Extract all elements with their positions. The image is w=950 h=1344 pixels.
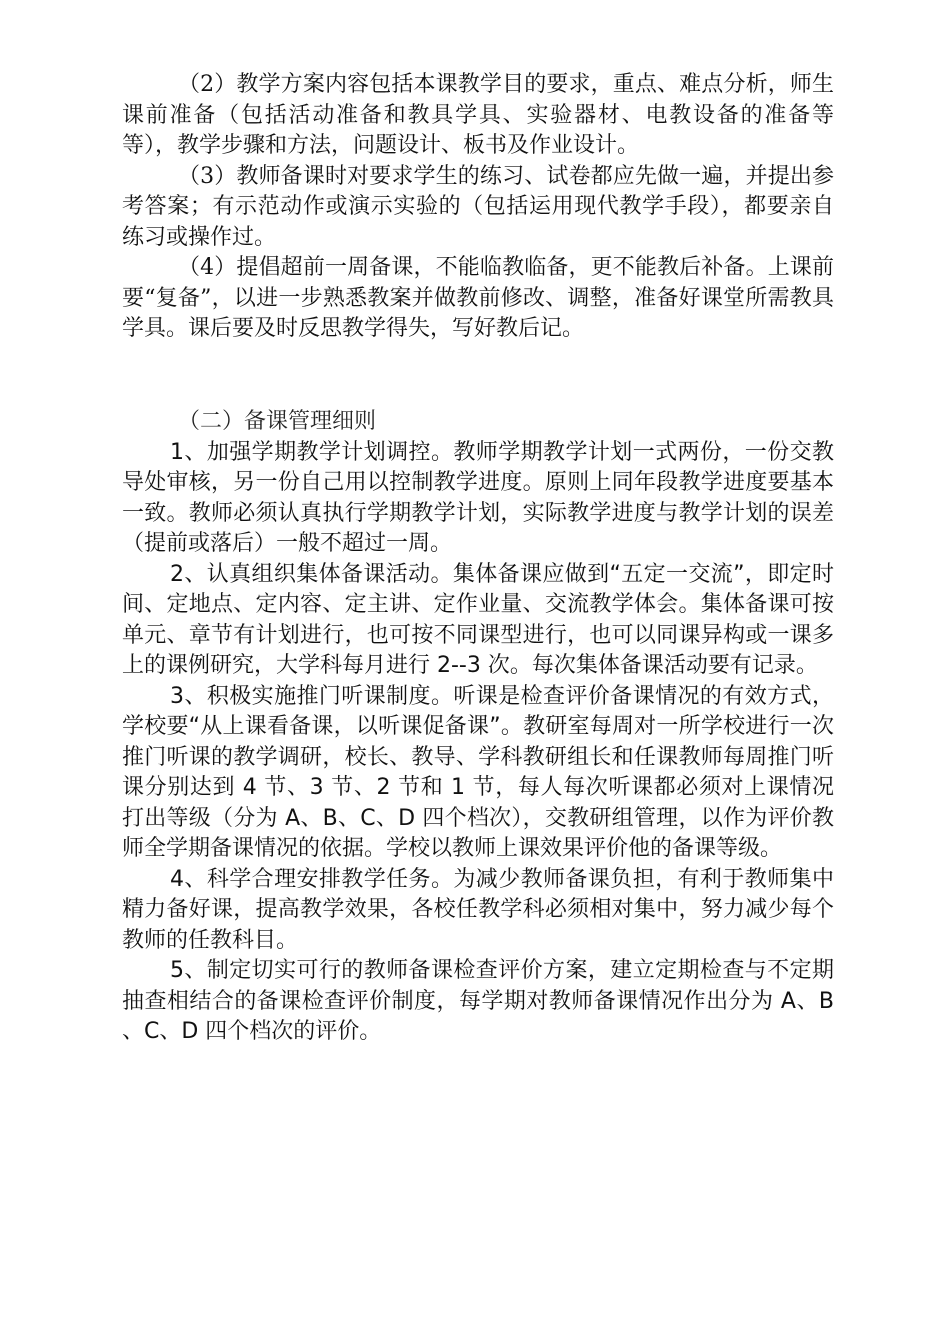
paragraph-item-3: （3）教师备课时对要求学生的练习、试卷都应先做一遍，并提出参考答案；有示范动作或演示实验的（包括运用现代教学手段），都要亲自练习或操作过。 bbox=[122, 163, 834, 250]
lesson-preparation-rules bbox=[122, 407, 834, 1048]
rule-paragraph-3: 3、积极实施推门听课制度。听课是检查评价备课情况的有效方式，学校要“从上课看备课，以听课促备课”。教研室每周对一所学校进行一次推门听课的教学调研，校长、教导、学科教研组长和任课教师每周推门听课分别达到 4 节、3 节、2 节和 1 节，每人每次听课都必须对上课情况打出等级（分为 A、B、C、D 四个档次），交教研组管理，以作为评价教师全学期备课情况的依据。学校以教师上课效果评价他的备课等级。 bbox=[122, 683, 834, 861]
section-heading: （二）备课管理细则 bbox=[178, 409, 377, 434]
paragraph-item-2: （2）教学方案内容包括本课教学目的要求，重点、难点分析，师生课前准备（包括活动准备和教具学具、实验器材、电教设备的准备等等），教学步骤和方法，问题设计、板书及作业设计。 bbox=[122, 72, 834, 158]
paragraph-item-4: （4）提倡超前一周备课，不能临教临备，更不能教后补备。上课前要“复备”，以进一步熟悉教案并做教前修改、调整，准备好课堂所需教具学具。课后要及时反思教学得失，写好教后记。 bbox=[122, 255, 834, 341]
rule-paragraph-5: 5、制定切实可行的教师备课检查评价方案，建立定期检查与不定期抽查相结合的备课检查评价制度，每学期对教师备课情况作出分为 A、B 、C、D 四个档次的评价。 bbox=[122, 958, 834, 1044]
rule-paragraph-1: 1、加强学期教学计划调控。教师学期教学计划一式两份，一份交教导处审核，另一份自己用以控制教学进度。原则上同年段教学进度要基本一致。教师必须认真执行学期教学计划，实际教学进度与教学计划的误差（提前或落后）一般不超过一周。 bbox=[122, 439, 834, 556]
lesson-plan-requirements bbox=[122, 70, 834, 345]
rule-paragraph-2: 2、认真组织集体备课活动。集体备课应做到“五定一交流”，即定时间、定地点、定内容、定主讲、定作业量、交流教学体会。集体备课可按单元、章节有计划进行，也可按不同课型进行，也可以同课异构或一课多上的课例研究，大学科每月进行 2--3 次。每次集体备课活动要有记录。 bbox=[122, 561, 834, 678]
rule-paragraph-4: 4、科学合理安排教学任务。为减少教师备课负担，有利于教师集中精力备好课，提高教学效果，各校任教学科必须相对集中，努力减少每个教师的任教科目。 bbox=[122, 866, 834, 953]
